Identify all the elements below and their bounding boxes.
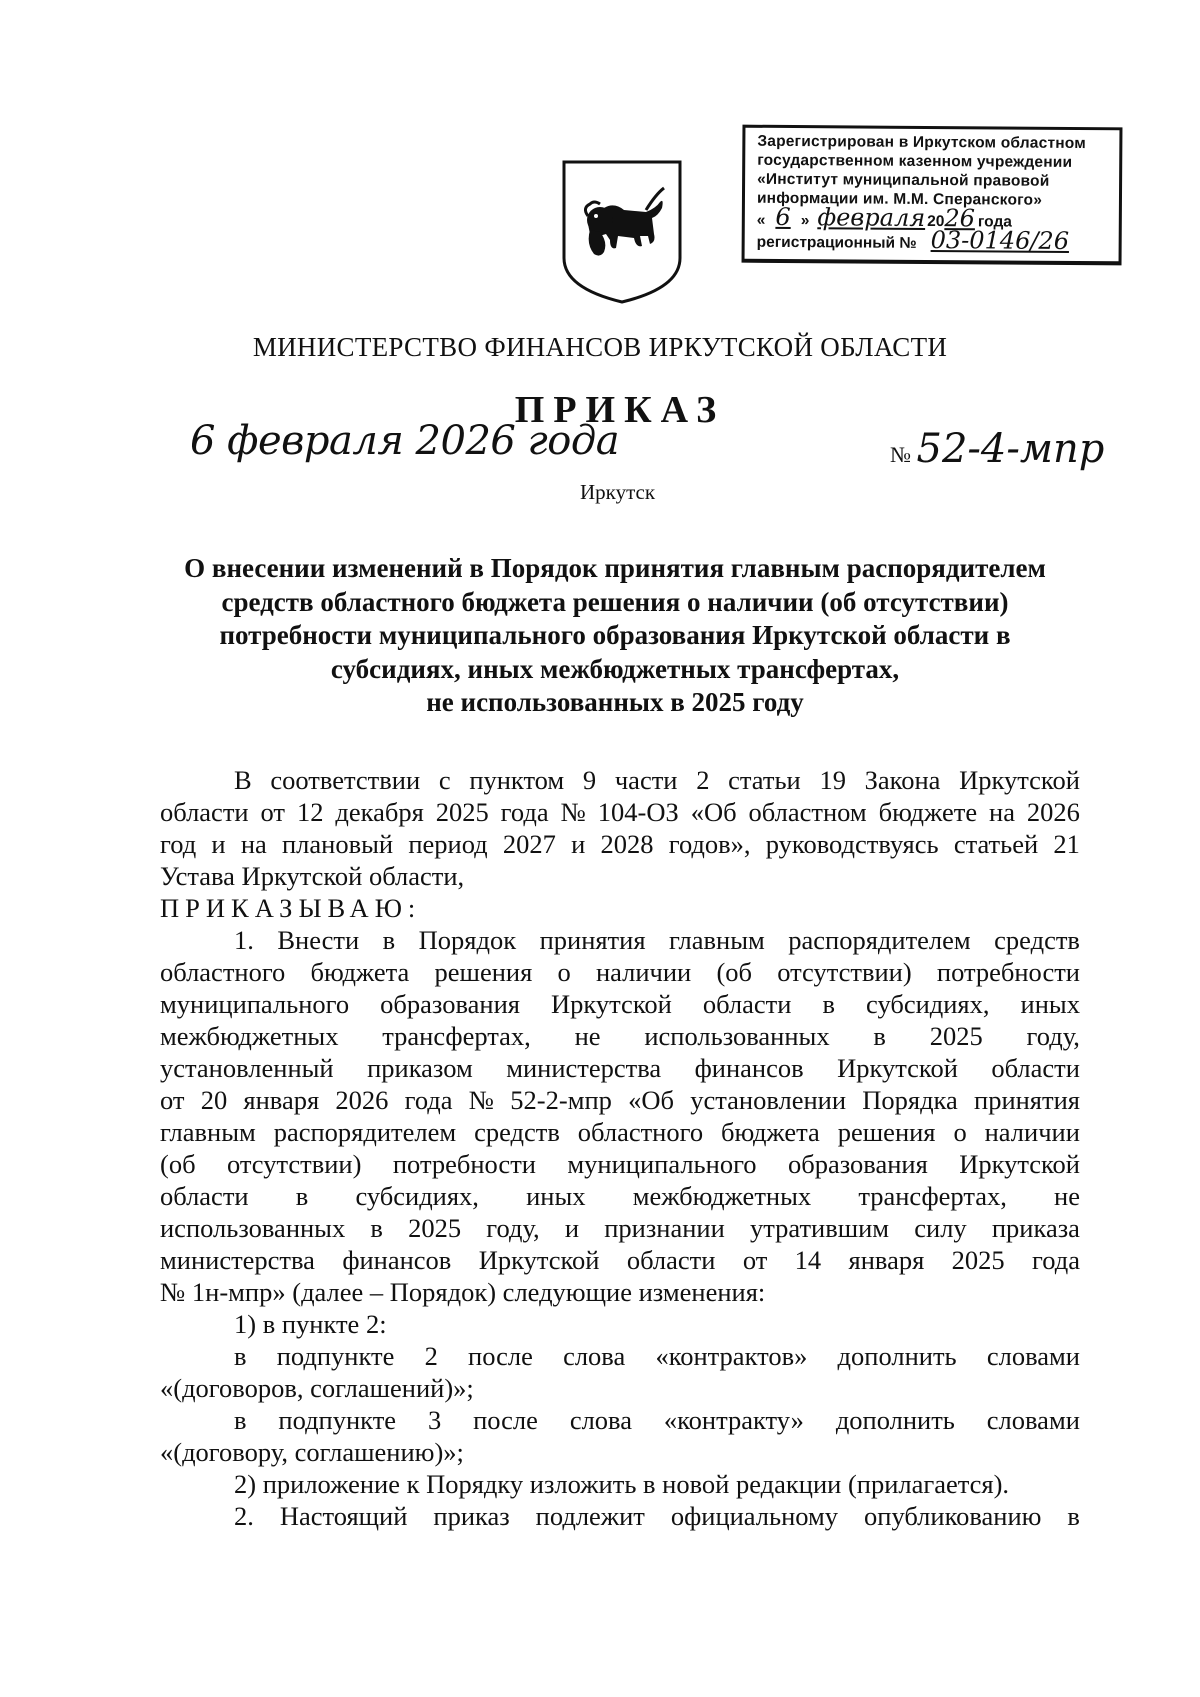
irkutsk-coat-of-arms-icon [560, 158, 684, 306]
stamp-year-suffix: 26 [944, 204, 976, 233]
stamp-reg-number: 03-0146/26 [930, 225, 1070, 255]
body-line: министерства финансов Иркутской области от 14 января 2025 года [160, 1245, 1080, 1275]
ministry-name: МИНИСТЕРСТВО ФИНАНСОВ ИРКУТСКОЙ ОБЛАСТИ [252, 332, 948, 362]
stamp-month: февраля [817, 203, 926, 232]
order-title: ПРИКАЗ [514, 389, 726, 431]
body-line: 1) в пункте 2: [234, 1309, 387, 1339]
order-city: Иркутск [580, 480, 656, 504]
body-line: 2. Настоящий приказ подлежит официальному опубликованию в [234, 1501, 1080, 1531]
body-line: области от 12 декабря 2025 года № 104-ОЗ «Об областном бюджете на 2026 [160, 797, 1080, 827]
body-line: межбюджетных трансфертах, не использованных в 2025 году, [160, 1021, 1080, 1051]
body-line: 1. Внести в Порядок принятия главным распорядителем средств [234, 925, 1080, 955]
body-line: областного бюджета решения о наличии (об отсутствии) потребности [160, 957, 1080, 987]
body-line: от 20 января 2026 года № 52-2-мпр «Об установлении Порядка принятия [160, 1085, 1080, 1115]
document-body [160, 764, 1080, 1532]
body-line: области в субсидиях, иных межбюджетных трансфертах, не [160, 1181, 1080, 1211]
registration-stamp [742, 125, 1123, 266]
heading-line: средств областного бюджета решения о наличии (об отсутствии) [221, 586, 1009, 617]
heading-line: не использованных в 2025 году [426, 687, 804, 717]
body-line: главным распорядителем средств областного бюджета решения о наличии [160, 1117, 1080, 1147]
stamp-quote-close: » [800, 212, 810, 230]
stamp-line: информации им. М.М. Сперанского» [756, 189, 1043, 209]
stamp-reg-row [756, 225, 1111, 255]
body-line: в подпункте 2 после слова «контрактов» дополнить словами [234, 1341, 1080, 1371]
order-number [890, 426, 1104, 472]
order-number-label: № [890, 442, 911, 467]
stamp-year-word: года [977, 213, 1012, 231]
order-number-value: 52-4-мпр [916, 426, 1105, 472]
body-line: 2) приложение к Порядку изложить в новой редакции (прилагается). [234, 1469, 1010, 1499]
body-line: использованных в 2025 году, и признании утратившим силу приказа [160, 1213, 1080, 1243]
prikazyvayu: ПРИКАЗЫВАЮ: [160, 893, 422, 923]
body-line: год и на плановый период 2027 и 2028 годов», руководствуясь статьей 21 [160, 829, 1080, 859]
body-line: № 1н-мпр» (далее – Порядок) следующие изменения: [160, 1277, 766, 1307]
stamp-year-prefix: 20 [927, 212, 945, 231]
stamp-reg-label: регистрационный № [756, 233, 917, 252]
body-line: установленный приказом министерства финансов Иркутской области [160, 1053, 1080, 1083]
stamp-line: государственном казенном учреждении [757, 151, 1073, 171]
body-line: (об отсутствии) потребности муниципального образования Иркутской [160, 1149, 1080, 1179]
body-line: в подпункте 3 после слова «контракту» дополнить словами [234, 1405, 1080, 1435]
heading-line: субсидиях, иных межбюджетных трансфертах, [330, 653, 900, 684]
stamp-day: 6 [775, 202, 791, 232]
body-line: «(договоров, соглашений)»; [160, 1373, 474, 1403]
heading-line: О внесении изменений в Порядок принятия главным распорядителем [184, 553, 1046, 583]
stamp-line: Зарегистрирован в Иркутском областном [757, 132, 1087, 153]
body-line: муниципального образования Иркутской области в субсидиях, иных [160, 989, 1080, 1019]
stamp-quote-open: « [756, 211, 766, 229]
heading-line: потребности муниципального образования Иркутской области в [219, 620, 1011, 650]
order-date: 6 февраля 2026 года [190, 418, 620, 464]
stamp-line: «Институт муниципальной правовой [757, 170, 1050, 190]
body-line: В соответствии с пунктом 9 части 2 статьи 19 Закона Иркутской [234, 765, 1080, 795]
body-line: «(договору, соглашению)»; [160, 1437, 464, 1467]
document-heading [150, 552, 1080, 720]
body-line: Устава Иркутской области, [160, 861, 465, 891]
